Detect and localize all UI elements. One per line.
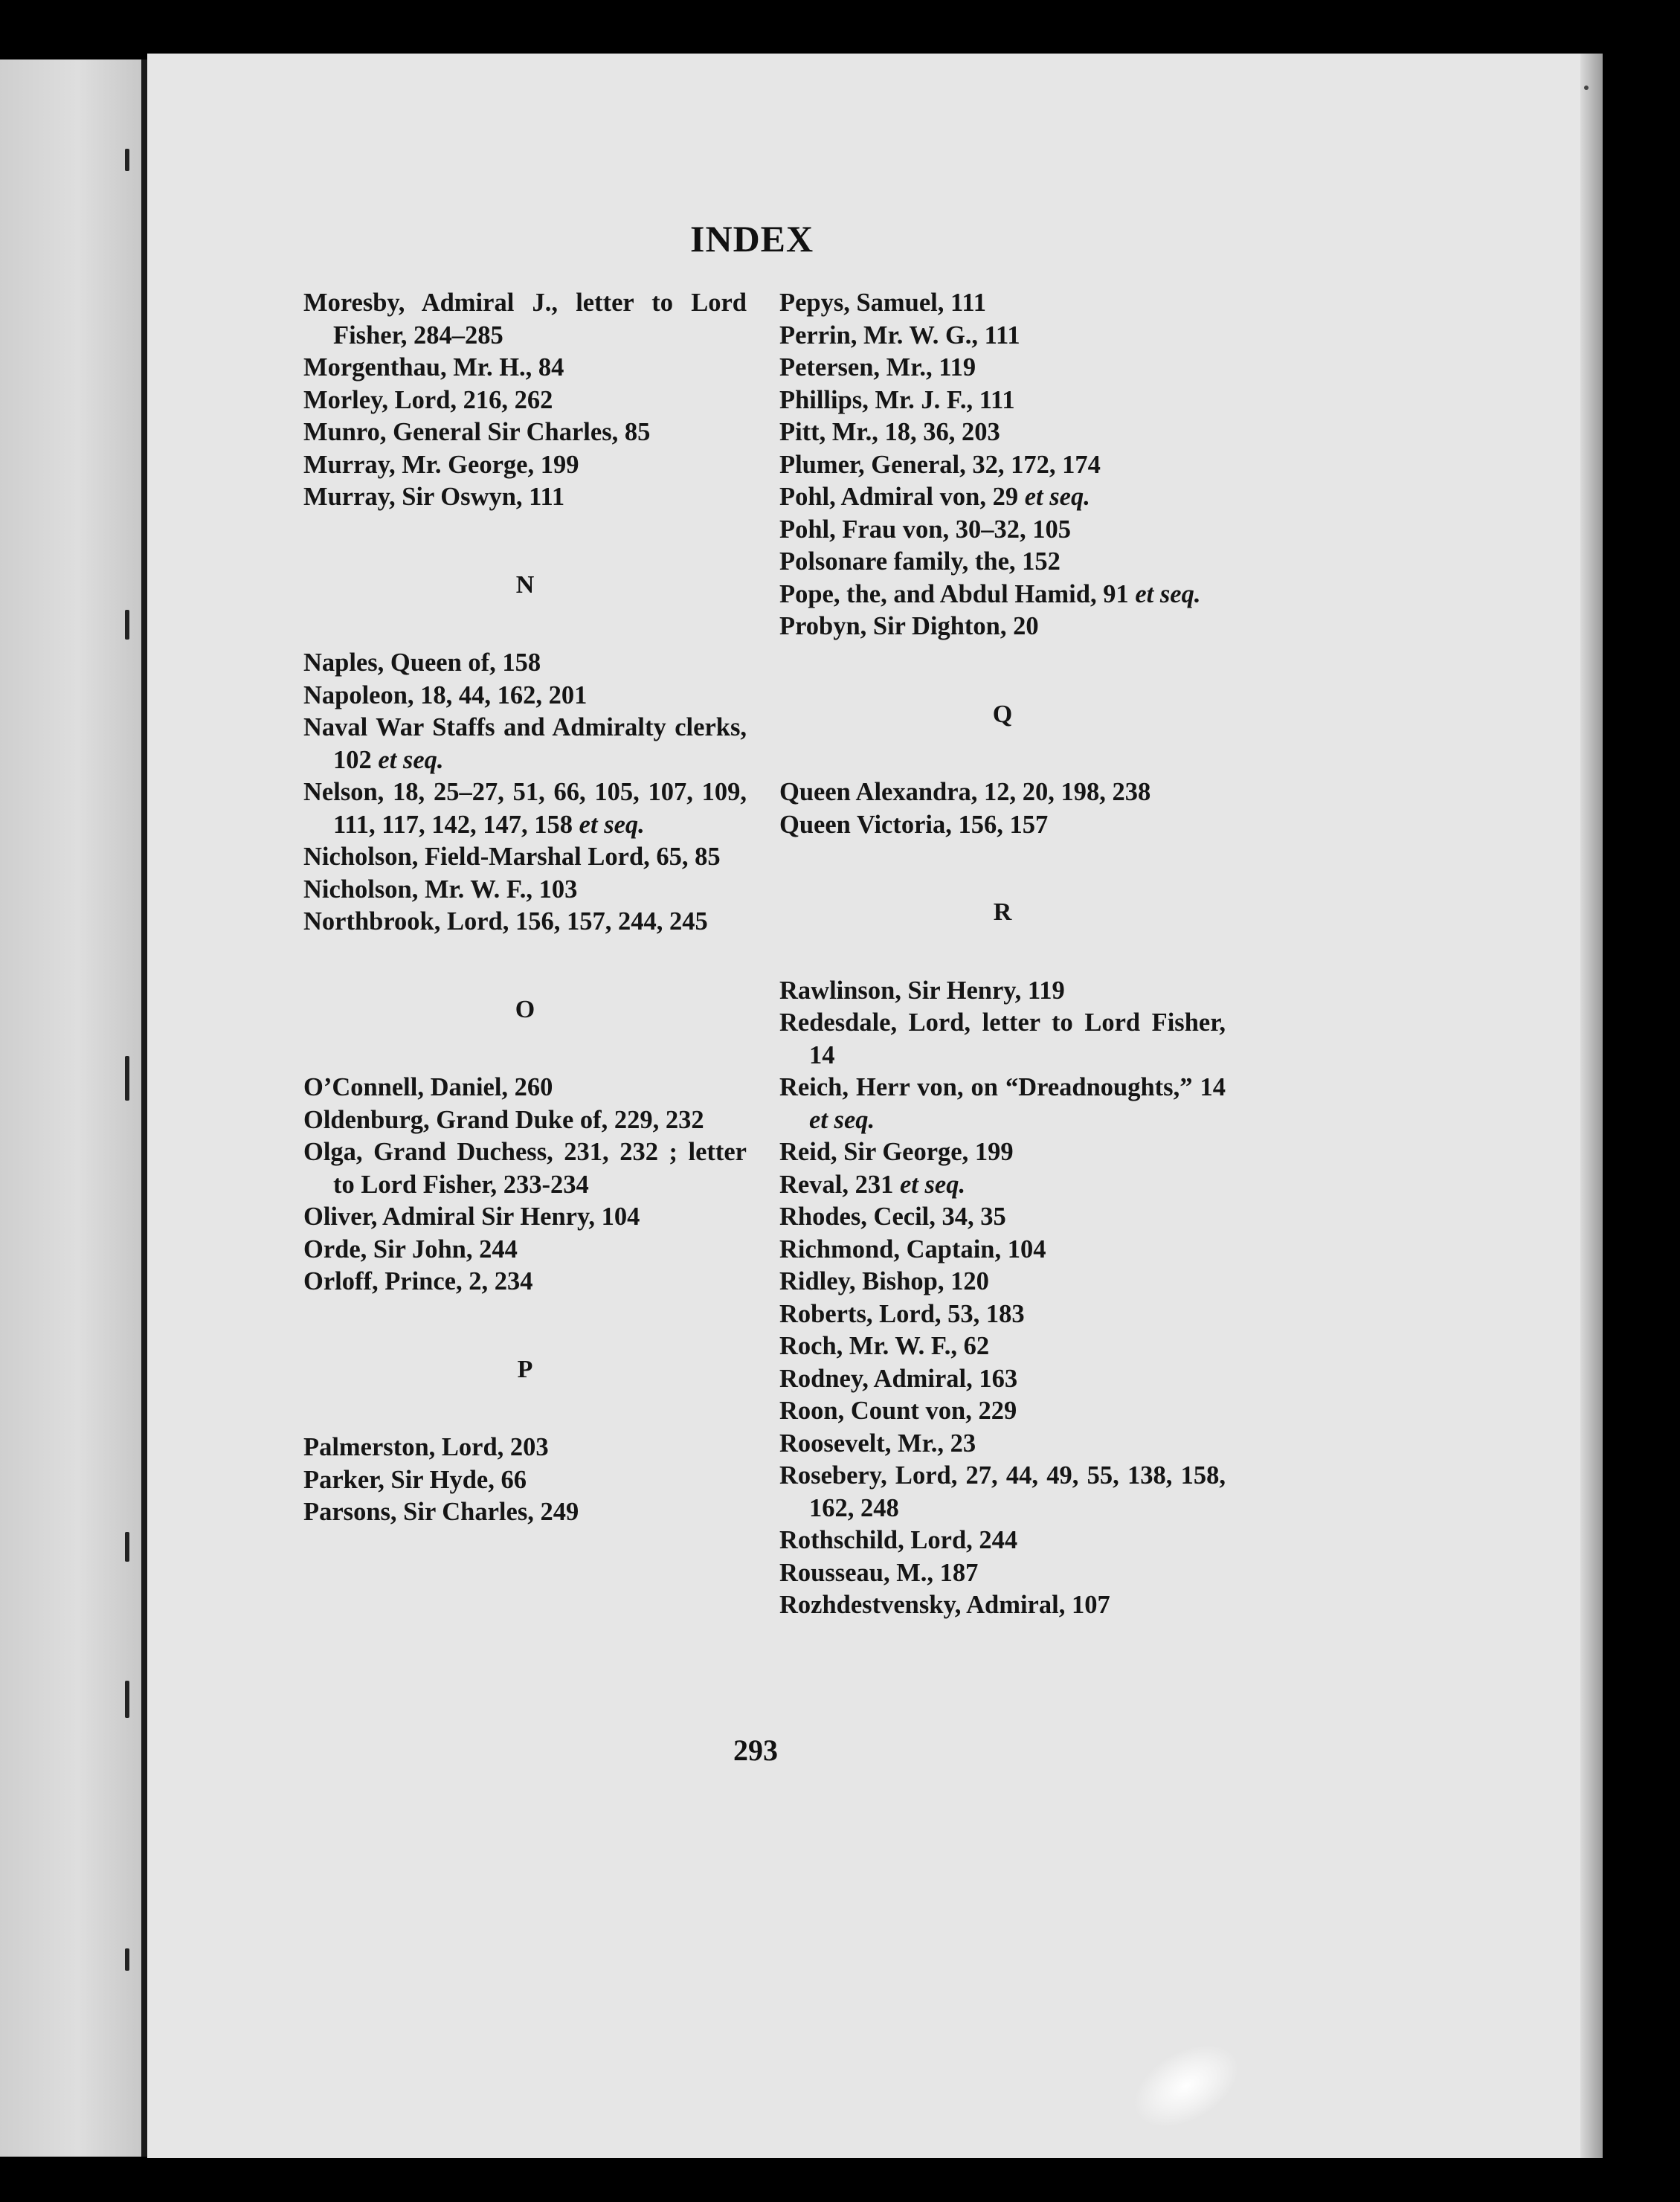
index-entry: Rawlinson, Sir Henry, 119 [779,976,1065,1005]
index-entry: Petersen, Mr., 119 [779,353,976,382]
entry-text: Reich, Herr von, on “Dreadnoughts,” 14 [779,1073,1226,1101]
section-letter-r: R [993,898,1012,926]
index-entry: Murray, Mr. George, 199 [303,450,579,479]
index-entry: Queen Alexandra, 12, 20, 198, 238 [779,778,1151,806]
index-entry: Morley, Lord, 216, 262 [303,385,553,414]
index-entry: Nicholson, Mr. W. F., 103 [303,875,578,904]
book-gutter [141,59,147,2157]
index-entry: Rousseau, M., 187 [779,1558,979,1587]
index-entry: Ridley, Bishop, 120 [779,1267,989,1295]
index-section-n [303,647,747,939]
index-entry [779,1169,1226,1202]
index-entry [779,579,1226,611]
index-section-o [303,1072,747,1298]
index-entry: Roberts, Lord, 53, 183 [779,1299,1025,1328]
index-entry: Rothschild, Lord, 244 [779,1526,1018,1554]
et-seq-italic: et seq. [1024,483,1090,511]
index-entry: Napoleon, 18, 44, 162, 201 [303,680,588,709]
index-entry: Parker, Sir Hyde, 66 [303,1465,527,1494]
index-entry: Orloff, Prince, 2, 234 [303,1267,533,1295]
index-entry: Nicholson, Field-Marshal Lord, 65, 85 [303,843,721,871]
index-section-r [779,975,1226,1622]
index-column-right [779,287,1226,1622]
index-entry: Oliver, Admiral Sir Henry, 104 [303,1203,640,1231]
et-seq-italic: et seq. [899,1170,966,1199]
index-entry: Pitt, Mr., 18, 36, 203 [779,418,1000,446]
facing-page-shade [0,59,141,2157]
et-seq-italic: et seq. [809,1105,875,1134]
index-entry: Parsons, Sir Charles, 249 [303,1498,579,1526]
entry-text: Naval War Staffs and Admiralty clerks, 102 [303,713,747,774]
index-entry: Murray, Sir Oswyn, 111 [303,483,565,511]
section-letter-q: Q [992,700,1013,728]
et-seq-italic: et seq. [378,745,444,774]
index-entry: Rhodes, Cecil, 34, 35 [779,1203,1006,1231]
entry-text: Pohl, Admiral von, 29 [779,483,1025,511]
index-entry: Probyn, Sir Dighton, 20 [779,612,1039,640]
index-entry: Palmerston, Lord, 203 [303,1433,549,1461]
et-seq-italic: et seq. [579,810,645,839]
index-entry: Queen Victoria, 156, 157 [779,810,1049,839]
index-entry: Pepys, Samuel, 111 [779,289,986,317]
index-entry: Richmond, Captain, 104 [779,1234,1046,1263]
index-entry [779,481,1226,514]
index-entry: Phillips, Mr. J. F., 111 [779,385,1015,414]
index-entry: Northbrook, Lord, 156, 157, 244, 245 [303,907,708,936]
index-entry: Orde, Sir John, 244 [303,1234,518,1263]
entry-text: Pope, the, and Abdul Hamid, 91 [779,579,1136,608]
entry-text: Nelson, 18, 25–27, 51, 66, 105, 107, 109, 111, 117, 142, 147, 158 [303,778,747,839]
index-entry: Plumer, General, 32, 172, 174 [779,450,1101,479]
index-entry: Olga, Grand Duchess, 231, 232 ; letter to Lord Fisher, 233-234 [303,1138,747,1199]
index-entry: Pohl, Frau von, 30–32, 105 [779,515,1071,544]
index-entry [779,1072,1226,1136]
index-entry [303,776,747,841]
index-section-p-left [303,1432,747,1529]
index-entry: Roon, Count von, 229 [779,1397,1017,1425]
index-section-q [779,776,1226,841]
index-entry: Roosevelt, Mr., 23 [779,1429,976,1458]
index-column-left [303,287,747,1529]
index-entry: Munro, General Sir Charles, 85 [303,418,651,446]
index-entry: Naples, Queen of, 158 [303,648,541,677]
index-entry: Roch, Mr. W. F., 62 [779,1332,990,1360]
index-entry: Rozhdestvensky, Admiral, 107 [779,1591,1110,1619]
index-section-m [303,287,747,514]
index-entry: Polsonare family, the, 152 [779,547,1061,576]
index-entry: Rosebery, Lord, 27, 44, 49, 55, 138, 158, 162, 248 [779,1461,1226,1522]
section-letter-n: N [515,570,535,599]
scan-margin-marks [125,134,134,2067]
index-entry: Morgenthau, Mr. H., 84 [303,353,564,382]
section-letter-p: P [517,1355,533,1383]
index-entry: Moresby, Admiral J., letter to Lord Fisher, 284–285 [303,289,747,350]
index-entry [303,712,747,776]
page-number: 293 [733,1733,778,1767]
scan-speck [1584,86,1589,90]
index-entry: Perrin, Mr. W. G., 111 [779,321,1020,350]
index-entry: O’Connell, Daniel, 260 [303,1073,553,1101]
facing-page-edge [0,59,141,2157]
page-edge-shadow [1580,54,1603,2158]
index-entry: Rodney, Admiral, 163 [779,1364,1018,1393]
index-entry: Reid, Sir George, 199 [779,1138,1014,1166]
section-letter-o: O [515,995,535,1023]
index-section-p-right [779,287,1226,643]
index-entry: Redesdale, Lord, letter to Lord Fisher, 14 [779,1008,1226,1069]
et-seq-italic: et seq. [1135,579,1201,608]
page-title: INDEX [690,218,814,260]
entry-text: Reval, 231 [779,1170,900,1199]
index-entry: Oldenburg, Grand Duke of, 229, 232 [303,1105,704,1134]
